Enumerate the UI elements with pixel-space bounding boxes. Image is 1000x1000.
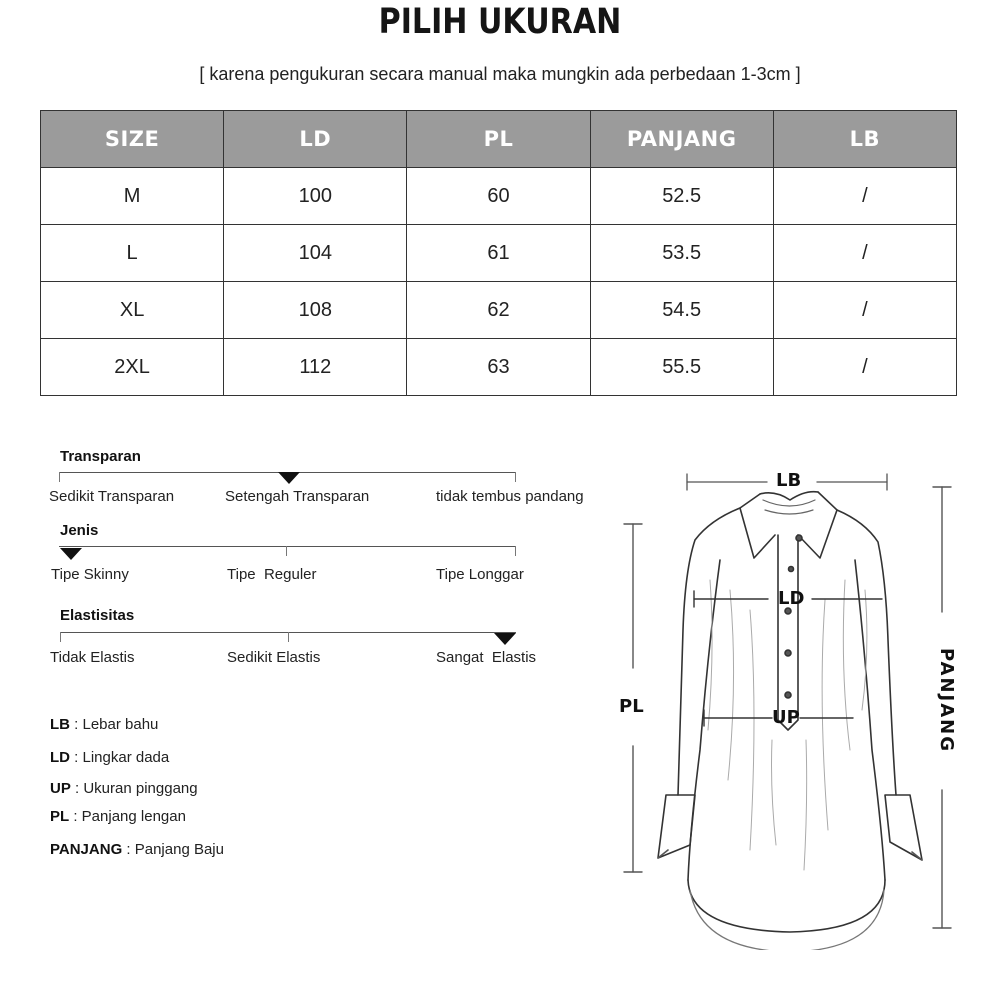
cell-ld: 112 [224,339,407,396]
scale-tick [515,472,516,482]
legend-desc: : Lebar bahu [70,716,159,733]
cell-pl: 60 [407,168,590,225]
cell-size: M [41,168,224,225]
scale-label: Setengah Transparan [225,488,370,505]
table-row [41,225,957,282]
shirt-outline-icon [600,450,980,950]
cell-panjang: 52.5 [590,168,773,225]
cell-pl: 63 [407,339,590,396]
scale-tick [515,546,516,556]
scale-marker-icon [60,548,82,560]
shirt-measurement-diagram [600,450,980,950]
scale-tick [60,632,61,642]
legend-item [50,749,169,766]
scale-tick [286,546,287,556]
scale-marker-icon [278,472,300,484]
legend-desc: : Lingkar dada [70,749,170,766]
size-table [40,110,957,396]
scale-title: Transparan [60,448,141,465]
legend-desc: : Panjang lengan [69,808,186,825]
legend-desc: : Ukuran pinggang [70,780,198,797]
scale-label: Sedikit Transparan [49,488,175,505]
cell-ld: 108 [224,282,407,339]
column-header-size: SIZE [41,111,224,168]
column-header-lb: LB [773,111,956,168]
cell-panjang: 54.5 [590,282,773,339]
measurement-note: [ karena pengukuran secara manual maka mungkin ada perbedaan 1-3cm ] [199,64,801,84]
table-header-row [41,111,957,168]
legend-abbr: LB [50,716,70,733]
legend-desc: : Panjang Baju [122,841,224,858]
legend-item [50,780,198,797]
cell-size: 2XL [41,339,224,396]
legend-abbr: UP [50,780,71,797]
legend-item [50,841,224,858]
label-ld: LD [778,588,805,609]
page-title: PILIH UKURAN [378,2,622,42]
table-row [41,168,957,225]
scale-label: Sedikit Elastis [227,649,321,666]
legend-item [50,716,158,733]
scale-label: tidak tembus pandang [436,488,584,505]
scale-title: Elastisitas [60,607,135,624]
scale-line [59,546,515,547]
legend-item [50,808,186,825]
cell-pl: 62 [407,282,590,339]
label-pl: PL [619,696,644,717]
scale-title: Jenis [60,522,99,539]
cell-lb: / [773,339,956,396]
cell-pl: 61 [407,225,590,282]
label-up: UP [772,707,800,728]
cell-size: XL [41,282,224,339]
cell-panjang: 55.5 [590,339,773,396]
cell-lb: / [773,282,956,339]
label-lb: LB [776,470,802,491]
cell-lb: / [773,168,956,225]
scale-label: Tipe Skinny [51,566,129,583]
table-row [41,339,957,396]
scale-label: Tipe Reguler [227,566,317,583]
scale-label: Tidak Elastis [50,649,135,666]
column-header-panjang: PANJANG [590,111,773,168]
legend-abbr: PANJANG [50,841,123,858]
scale-label: Sangat Elastis [436,649,537,666]
scale-tick [59,472,60,482]
cell-panjang: 53.5 [590,225,773,282]
cell-size: L [41,225,224,282]
cell-ld: 100 [224,168,407,225]
table-row [41,282,957,339]
cell-lb: / [773,225,956,282]
cell-ld: 104 [224,225,407,282]
scale-label: Tipe Longgar [436,566,524,583]
column-header-ld: LD [224,111,407,168]
label-panjang: PANJANG [936,647,958,754]
scale-marker-icon [494,633,516,645]
legend-abbr: PL [50,808,70,825]
column-header-pl: PL [407,111,590,168]
scale-tick [288,632,289,642]
legend-abbr: LD [50,749,70,766]
